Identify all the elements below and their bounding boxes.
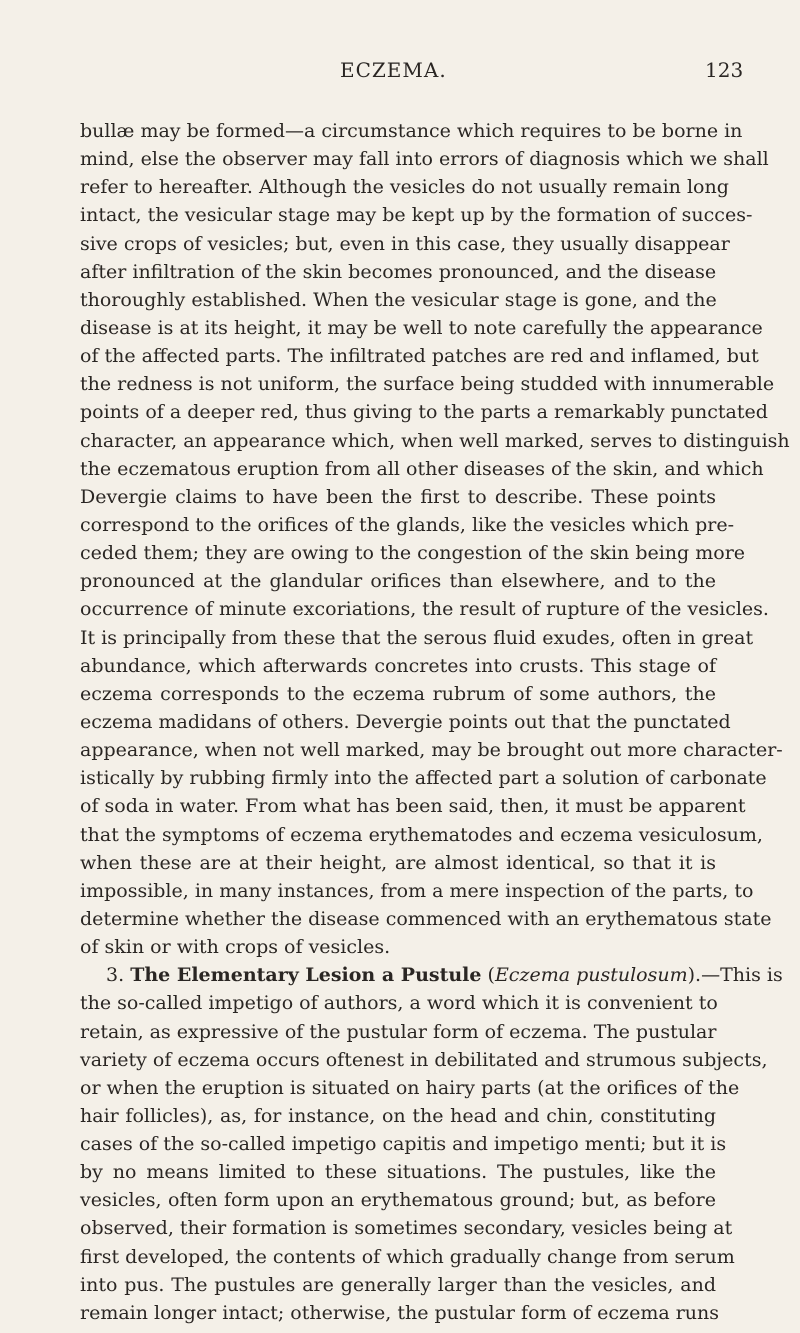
text-line: character, an appearance which, when well marked, serves to distinguish (80, 429, 790, 452)
text-line: Devergie claims to have been the first to describe. These points (80, 485, 716, 508)
section-heading-line (80, 961, 783, 989)
text-line: or when the eruption is situated on hairy parts (at the orifices of the (80, 1076, 740, 1099)
running-head (0, 58, 800, 88)
text-line: the redness is not uniform, the surface being studded with innumerable (80, 373, 775, 396)
section-number: 3. (106, 964, 125, 987)
text-line: vesicles, often form upon an erythematous ground; but, as before (80, 1189, 716, 1212)
text-line: observed, their formation is sometimes secondary, vesicles being at (80, 1217, 733, 1240)
text-line: of skin or with crops of vesicles. (80, 936, 391, 959)
text-line: first developed, the contents of which gradually change from serum (80, 1245, 735, 1268)
text-line: pronounced at the glandular orifices than elsewhere, and to the (80, 570, 716, 593)
text-line: remain longer intact; otherwise, the pustular form of eczema runs (80, 1301, 720, 1324)
text-line: mind, else the observer may fall into errors of diagnosis which we shall (80, 148, 769, 171)
text-line: of soda in water. From what has been said, then, it must be apparent (80, 795, 746, 818)
text-line: thoroughly established. When the vesicular stage is gone, and the (80, 288, 717, 311)
paren-close: ).—This is (687, 964, 783, 987)
running-head-title: ECZEMA. (340, 58, 447, 82)
text-line: It is principally from these that the serous fluid exudes, often in great (80, 626, 754, 649)
body-text (80, 117, 790, 1327)
text-line: bullæ may be formed—a circumstance which requires to be borne in (80, 120, 743, 142)
text-line: variety of eczema occurs oftenest in debilitated and strumous subjects, (80, 1048, 768, 1071)
text-line: ceded them; they are owing to the congestion of the skin being more (80, 542, 746, 565)
text-line: intact, the vesicular stage may be kept up by the formation of succes- (80, 204, 753, 227)
text-line: that the symptoms of eczema erythematodes and eczema vesiculosum, (80, 823, 763, 846)
text-line: of the affected parts. The infiltrated patches are red and inflamed, but (80, 345, 759, 368)
text-line: sive crops of vesicles; but, even in this case, they usually disappear (80, 232, 730, 255)
text-line: the so-called impetigo of authors, a word which it is convenient to (80, 992, 718, 1015)
text-line: eczema madidans of others. Devergie points out that the punctated (80, 710, 731, 733)
page-number: 123 (705, 58, 744, 82)
text-line: when these are at their height, are almost identical, so that it is (80, 851, 716, 874)
text-line: correspond to the orifices of the glands, like the vesicles which pre- (80, 513, 735, 536)
text-line: hair follicles), as, for instance, on the head and chin, constituting (80, 1104, 716, 1127)
text-line: eczema corresponds to the eczema rubrum of some authors, the (80, 682, 716, 705)
text-line: disease is at its height, it may be well to note carefully the appearance (80, 316, 763, 339)
text-line: refer to hereafter. Although the vesicles do not usually remain long (80, 176, 729, 199)
text-line: impossible, in many instances, from a mere inspection of the parts, to (80, 879, 754, 902)
text-line: determine whether the disease commenced with an erythematous state (80, 907, 772, 930)
text-line: retain, as expressive of the pustular form of eczema. The pustular (80, 1020, 717, 1043)
paren-open: ( (481, 964, 495, 987)
text-line: points of a deeper red, thus giving to the parts a remarkably punctated (80, 401, 768, 424)
text-line: appearance, when not well marked, may be brought out more character- (80, 739, 783, 762)
text-line: by no means limited to these situations. The pustules, like the (80, 1161, 716, 1184)
section-heading: The Elementary Lesion a Pustule (130, 964, 482, 987)
text-line: cases of the so-called impetigo capitis and impetigo menti; but it is (80, 1133, 727, 1156)
text-line: after infiltration of the skin becomes pronounced, and the disease (80, 260, 717, 283)
text-line: into pus. The pustules are generally larger than the vesicles, and (80, 1273, 716, 1296)
text-line: abundance, which afterwards concretes into crusts. This stage of (80, 654, 716, 677)
latin-term: Eczema pustulosum (494, 964, 688, 987)
text-line: istically by rubbing firmly into the affected part a solution of carbonate (80, 767, 767, 790)
text-line: occurrence of minute excoriations, the result of rupture of the vesicles. (80, 598, 769, 621)
text-line: the eczematous eruption from all other diseases of the skin, and which (80, 457, 764, 480)
